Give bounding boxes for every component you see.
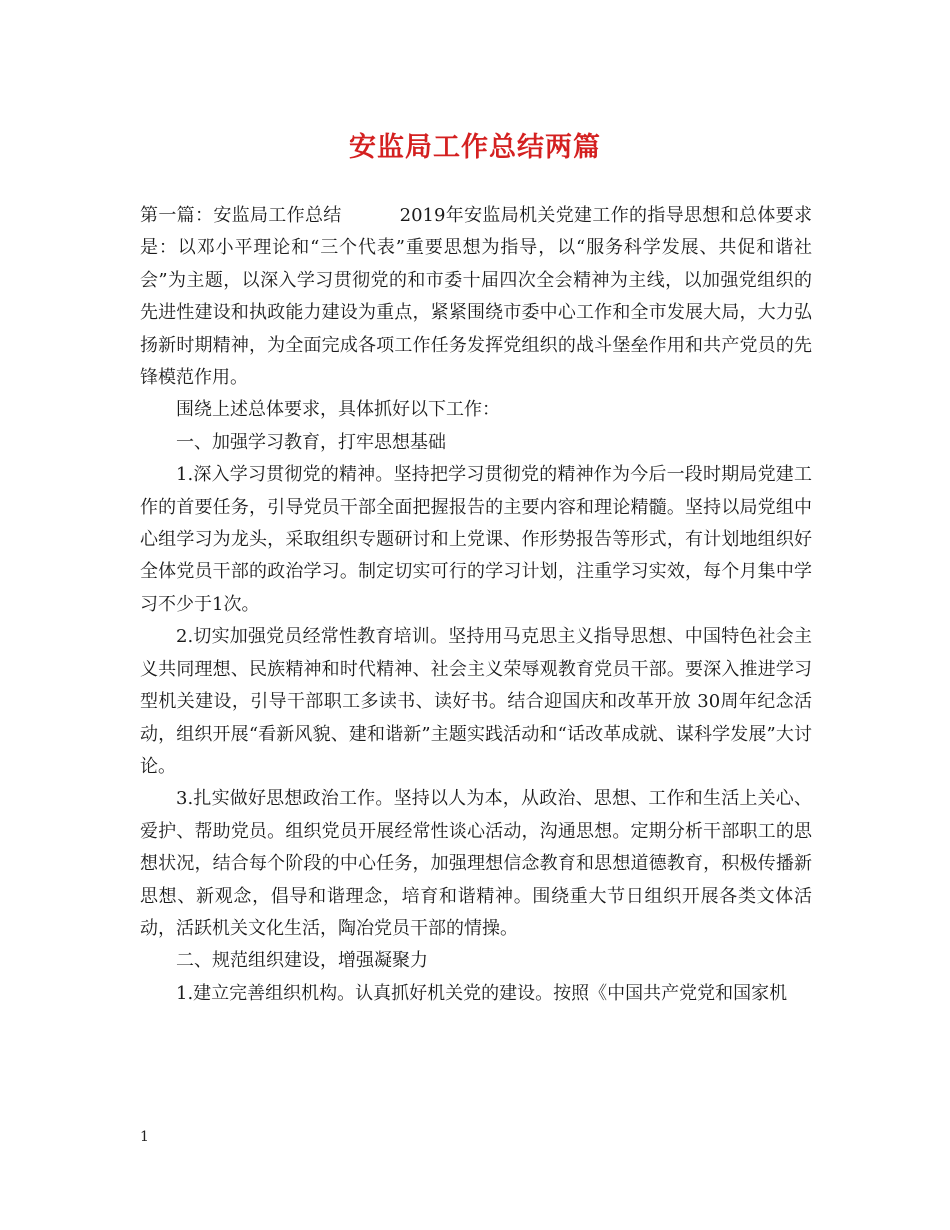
paragraph-item-1-3: 3.扎实做好思想政治工作。坚持以人为本，从政治、思想、工作和生活上关心、爱护、帮助党员。组织党员开展经常性谈心活动，沟通思想。定期分析干部职工的思想状况，结合每个阶段的中心任务，加强理想信念教育和思想道德教育，积极传播新思想、新观念，倡导和谐理念，培育和谐精神。围绕重大节日组织开展各类文体活动，活跃机关文化生活，陶冶党员干部的情操。 (140, 788, 812, 939)
section-heading-1: 一、加强学习教育，打牢思想基础 (176, 431, 446, 453)
section-heading-2: 二、规范组织建设，增强凝聚力 (176, 950, 428, 972)
paragraph-item-1-2: 2.切实加强党员经常性教育培训。坚持用马克思主义指导思想、中国特色社会主义共同理想、民族精神和时代精神、社会主义荣辱观教育党员干部。要深入推进学习型机关建设，引导干部职工多读书、读好书。结合迎国庆和改革开放 30周年纪念活动，组织开展“看新风貌、建和谐新”主题实践活动和“话改革成就、谋科学发展”大讨论。 (140, 626, 812, 777)
paragraph-item-2-1: 1.建立完善组织机构。认真抓好机关党的建设。按照《中国共产党党和国家机 (176, 982, 788, 1004)
intro-text: 2019年安监局机关党建工作的指导思想和总体要求是：以邓小平理论和“三个代表”重要思想为指导，以“服务科学发展、共促和谐社会”为主题，以深入学习贯彻党的和市委十届四次全会精神为主线，以加强党组织的先进性建设和执政能力建设为重点，紧紧围绕市委中心工作和全市发展大局，大力弘扬新时期精神，为全面完成各项工作任务发挥党组织的战斗堡垒作用和共产党员的先锋模范作用。 (140, 205, 813, 389)
paragraph-item-1-1: 1.深入学习贯彻党的精神。坚持把学习贯彻党的精神作为今后一段时期局党建工作的首要任务，引导党员干部全面把握报告的主要内容和理论精髓。坚持以局党组中心组学习为龙头，采取组织专题研讨和上党课、作形势报告等形式，有计划地组织好全体党员干部的政治学习。制定切实可行的学习计划，注重学习实效，每个月集中学习不少于1次。 (140, 464, 812, 615)
intro-label: 第一篇：安监局工作总结 (140, 205, 342, 226)
page-number: 1 (140, 1129, 149, 1145)
paragraph-requirements: 围绕上述总体要求，具体抓好以下工作： (176, 399, 500, 421)
intro-paragraph (140, 200, 812, 394)
document-title: 安监局工作总结两篇 (349, 132, 601, 163)
document-body (140, 200, 812, 1010)
